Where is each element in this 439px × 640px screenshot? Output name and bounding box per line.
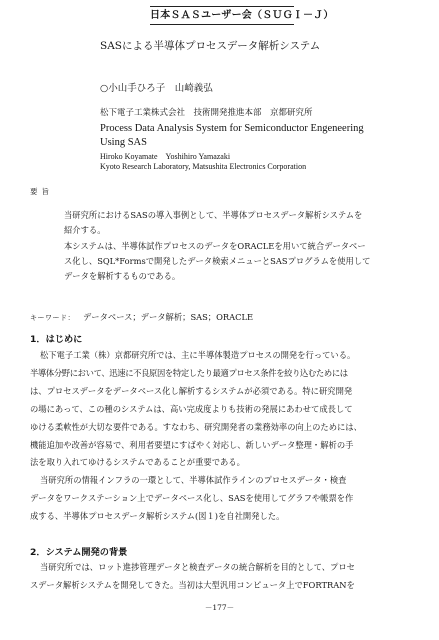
paper-title-en-line2: Using SAS xyxy=(100,137,147,148)
body-line: 成する、半導体プロセスデータ解析システム(図１)を自社開発した。 xyxy=(30,511,285,522)
keywords-label: キーワード： xyxy=(30,314,75,322)
paper-title-en xyxy=(100,122,400,150)
abstract-line: 当研究所におけるSASの導入事例として、半導体プロセスデータ解析システムを xyxy=(64,210,363,220)
affiliation-jp: 松下電子工業株式会社 技術開発推進本部 京都研究所 xyxy=(100,108,313,118)
body-line: 当研究所の情報インフラの一環として、半導体試作ラインのプロセスデータ・検査 xyxy=(40,475,347,486)
body-line: スデータ解析システムを開発してきた。当初は大型汎用コンピュータ上でFORTRANを xyxy=(30,580,355,590)
abstract-body xyxy=(64,208,404,284)
abstract-label: 要旨 xyxy=(30,187,53,196)
body-line: ゆける柔軟性が大切な要件である。すなわち、研究開発者の業務効率の向上のためには、 xyxy=(30,421,362,432)
body-line: の場にあって、この種のシステムは、高い完成度よりも技術の発展にあわせて成長して xyxy=(30,403,353,414)
body-line: 半導体分野において、迅速に不良原因を特定したり最適プロセス条件を絞り込むためには xyxy=(30,367,348,378)
body-line: 機能追加や改善が容易で、利用者要望にすばやく対応し、新しいデータ整理・解析の手 xyxy=(30,439,354,450)
authors-en: Hiroko Koyamate Yoshihiro Yamazaki xyxy=(100,152,231,161)
section2-heading: 2．システム開発の背景 xyxy=(30,547,128,558)
authors-jp: ○小山手ひろ子 山崎義弘 xyxy=(100,83,213,94)
paper-title-jp: SASによる半導体プロセスデータ解析システム xyxy=(100,40,321,52)
body-line: データをワークステーション上でデータベース化し、SASを使用してグラフや帳票を作 xyxy=(30,493,354,504)
body-line: 松下電子工業（株）京都研究所では、主に半導体製造プロセスの開発を行っている。 xyxy=(40,350,356,360)
keywords-value: データベース；データ解析；SAS；ORACLE xyxy=(83,312,254,322)
abstract-line: 紹介する。 xyxy=(64,225,106,236)
page-number: －177－ xyxy=(204,603,235,612)
section1-body xyxy=(30,347,410,526)
body-line: 法を取り入れてゆけるシステムであることが重要である。 xyxy=(30,457,245,468)
affiliation-en: Kyoto Research Laboratory, Matsushita Electronics Corporation xyxy=(100,162,307,171)
abstract-line: ス化し、SQL*Formsで開発したデータ検索メニューとSASプログラムを使用して xyxy=(64,255,371,266)
body-line: は、プロセスデータをデータベース化し解析するシステムが必須である。特に研究開発 xyxy=(30,385,353,396)
paper-title-en-line1: Process Data Analysis System for Semiconductor Engeneering xyxy=(100,123,364,134)
conference-header: 日本ＳＡＳユーザー会（ＳＵＧＩ－Ｊ） xyxy=(150,6,294,25)
abstract-line: 本システムは、半導体試作プロセスのデータをORACLEを用いて統合データベー xyxy=(64,240,366,251)
section2-body xyxy=(30,558,410,594)
body-line: 当研究所では、ロット進捗管理データと検査データの統合解析を目的として、プロセ xyxy=(40,562,355,572)
section1-heading: 1．はじめに xyxy=(30,334,83,345)
keywords-row xyxy=(30,311,253,323)
abstract-line: データを解析するものである。 xyxy=(64,271,181,282)
